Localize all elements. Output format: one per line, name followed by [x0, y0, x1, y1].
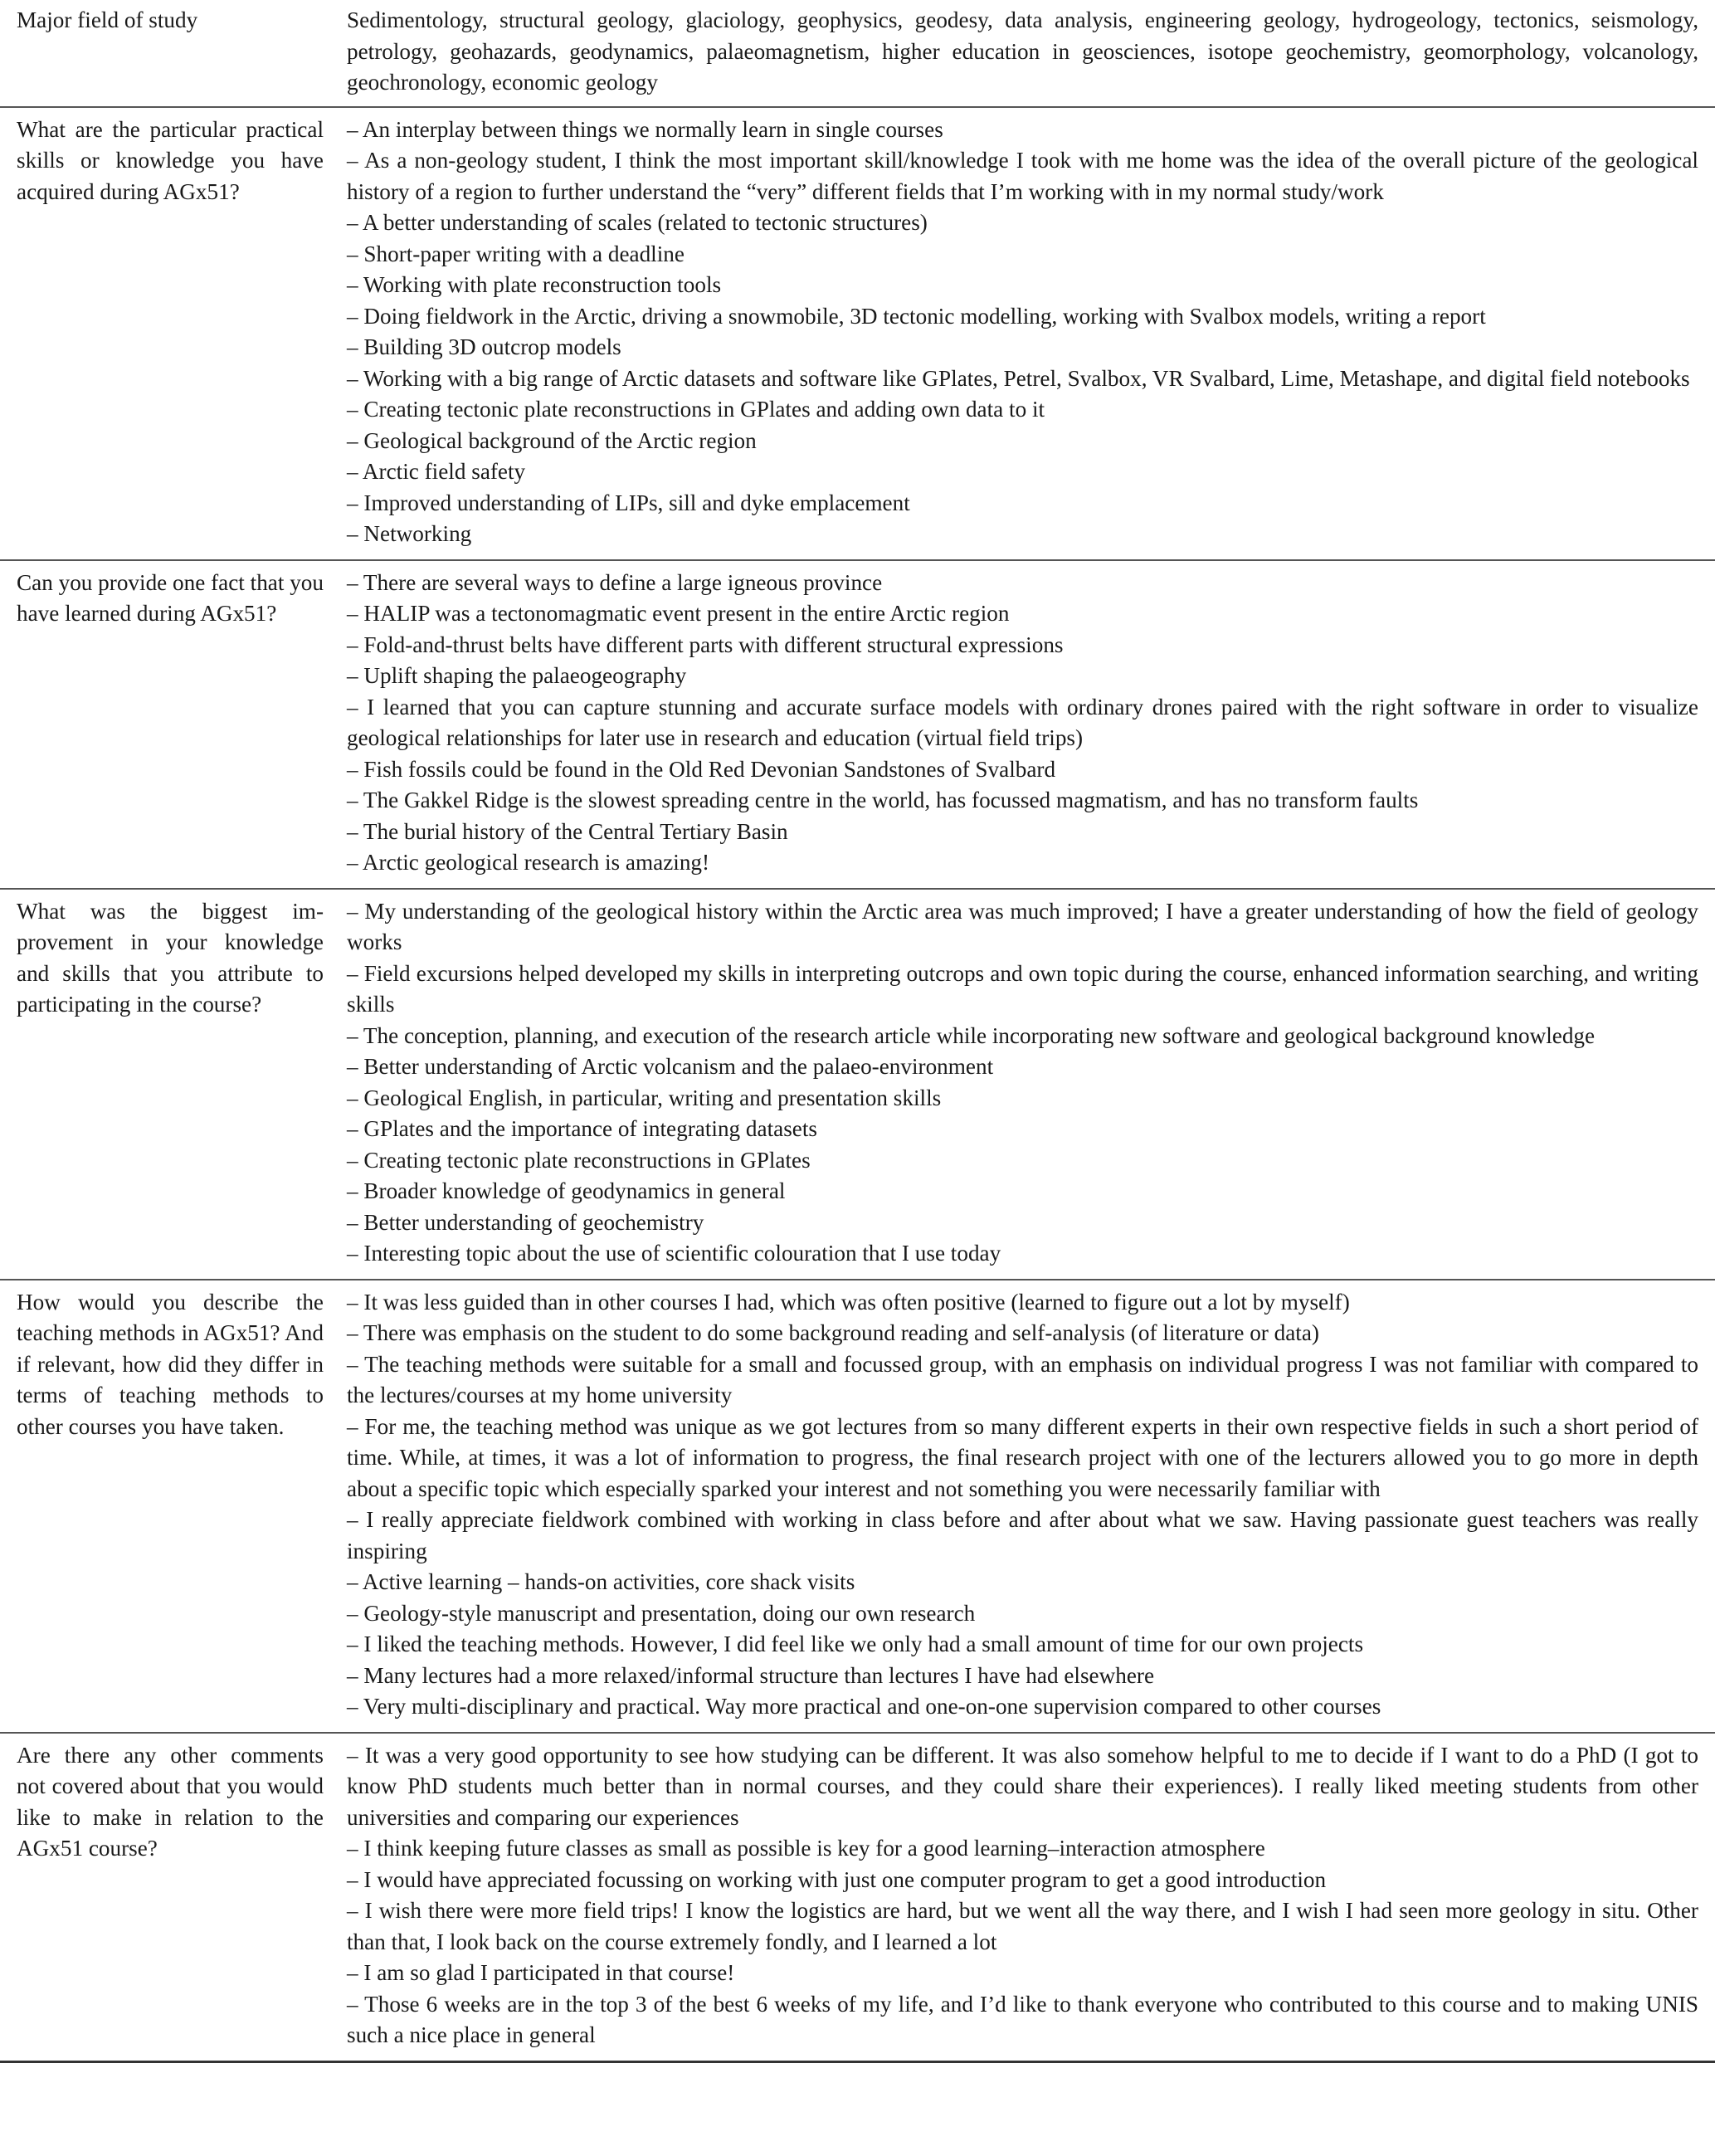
answer-item: – Geological background of the Arctic region [347, 427, 757, 453]
answer-item: – Working with a big range of Arctic datasets and software like GPlates, Petrel, Svalbox, VR Svalbard, Lime, Metashape, and digital field notebooks [347, 365, 1690, 391]
answer-item: – Interesting topic about the use of scientific colouration that I use today [347, 1241, 1001, 1266]
answer-item: – Working with plate reconstruction tools [347, 272, 722, 297]
table-row [0, 889, 1715, 1280]
answer-item: – Arctic geological research is amazing! [347, 850, 710, 875]
answer-item: – Arctic field safety [347, 459, 526, 484]
answer-item: – Active learning – hands-on activities, core shack visits [347, 1569, 855, 1594]
answer-item: – I really appreciate fieldwork combined with working in class before and after about what we saw. Having passionate guest teachers was really inspiring [347, 1507, 1698, 1563]
answer-item: – Geology-style manuscript and presentation, doing our own research [347, 1600, 976, 1626]
answer-item: – I wish there were more field trips! I know the logistics are hard, but we went all the way there, and I wish I had seen more geology in situ. Other than that, I look back on the course extremely fondly, and I learned a lot [347, 1898, 1698, 1954]
answer-item: – The Gakkel Ridge is the slowest spreading centre in the world, has focussed magmatism, and has no transform faults [347, 788, 1419, 812]
question-cell: Can you provide one fact that you have learned during AGx51? [0, 560, 347, 889]
answers-cell [347, 1733, 1715, 2062]
question-cell: Major field of study [17, 7, 198, 32]
answer-item: – HALIP was a tectonomagmatic event present in the entire Arctic region [347, 601, 1010, 626]
answer-item: – I learned that you can capture stunning and accurate surface models with ordinary drones paired with the right software in order to visualize geological relationships for later use in research and education (virtual field trips) [347, 694, 1698, 750]
answers-cell [347, 107, 1715, 560]
answer-item: – The teaching methods were suitable for a small and focussed group, with an emphasis on individual progress I was not familiar with compared to the lectures/courses at my home university [347, 1351, 1698, 1407]
question-cell: How would you describe the teaching methods in AGx51? And if relevant, how did they differ in terms of teaching methods to other courses you have taken. [0, 1280, 347, 1733]
answer-item: – I am so glad I participated in that course! [347, 1960, 735, 1985]
table-row [0, 560, 1715, 889]
answers-cell [347, 1280, 1715, 1733]
answer-item: – Creating tectonic plate reconstructions in GPlates and adding own data to it [347, 397, 1045, 422]
answer-item: – Building 3D outcrop models [347, 334, 621, 359]
answer-item: – I would have appreciated focussing on working with just one computer program to get a good introduction [347, 1866, 1327, 1892]
answer-item: – The burial history of the Central Tertiary Basin [347, 818, 788, 844]
answer-item: – Better understanding of Arctic volcanism and the palaeo-environment [347, 1054, 994, 1079]
table-row [0, 107, 1715, 560]
answer-item: – Many lectures had a more relaxed/informal structure than lectures I have had elsewhere [347, 1662, 1155, 1688]
answer-item: – I think keeping future classes as small as possible is key for a good learning–interaction atmosphere [347, 1836, 1265, 1861]
answer-item: – Those 6 weeks are in the top 3 of the best 6 weeks of my life, and I’d like to thank everyone who contributed to this course and to making UNIS such a nice place in general [347, 1991, 1698, 2047]
table-row [0, 0, 1715, 107]
field-list: Sedimentology, structural geology, glaciology, geophysics, geodesy, data analysis, engineering geology, hydrogeology, tectonics, seismology, petrology, geohazards, geodynamics, palaeomagnetism, higher education in geosciences, isotope geochemistry, geomorphology, volcanology, geochronology, economic geology [347, 7, 1698, 95]
question-cell: What was the biggest improvement in your knowledge and skills that you attribute to participating in the course? [0, 889, 347, 1280]
answer-item: – Better understanding of geochemistry [347, 1209, 704, 1235]
answer-item: – I liked the teaching methods. However, I did feel like we only had a small amount of time for our own projects [347, 1632, 1364, 1656]
answer-item: – It was less guided than in other courses I had, which was often positive (learned to figure out a lot by myself) [347, 1289, 1350, 1315]
answer-item: – As a non-geology student, I think the most important skill/knowledge I took with me home was the idea of the overall picture of the geological history of a region to further understand the “very” different fields that I’m working with in my normal study/work [347, 148, 1698, 204]
answer-item: – Geological English, in particular, writing and presentation skills [347, 1085, 942, 1110]
answer-item: – Networking [347, 521, 472, 546]
answer-item: – Short-paper writing with a deadline [347, 241, 685, 266]
answer-item: – Fish fossils could be found in the Old Red Devonian Sandstones of Svalbard [347, 756, 1056, 782]
answer-item: – Improved understanding of LIPs, sill and dyke emplacement [347, 490, 910, 515]
answer-item: – A better understanding of scales (related to tectonic structures) [347, 210, 928, 235]
answer-item: – Creating tectonic plate reconstructions in GPlates [347, 1147, 811, 1173]
answers-cell [347, 889, 1715, 1280]
answer-item: – An interplay between things we normally learn in single courses [347, 116, 943, 142]
answer-item: – Doing fieldwork in the Arctic, driving a snowmobile, 3D tectonic modelling, working with Svalbox models, writing a report [347, 303, 1486, 329]
answer-item: – Very multi-disciplinary and practical. Way more practical and one-on-one supervision compared to other courses [347, 1694, 1381, 1719]
answer-item: – Uplift shaping the palaeogeography [347, 663, 687, 688]
answer-item: – There was emphasis on the student to do some background reading and self-analysis (of literature or data) [347, 1320, 1319, 1345]
question-cell: Are there any other comments not covered about that you would like to make in relation to the AGx51 course? [0, 1733, 347, 2062]
answer-item: – GPlates and the importance of integrating datasets [347, 1116, 817, 1141]
question-cell: What are the particular practical skills or knowledge you have acquired during AGx51? [0, 107, 347, 560]
answer-item: – Broader knowledge of geodynamics in general [347, 1178, 786, 1203]
answer-item: – My understanding of the geological history within the Arctic area was much improved; I have a greater understanding of how the field of geology works [347, 898, 1698, 954]
answer-item: – There are several ways to define a large igneous province [347, 569, 883, 595]
answers-cell [347, 560, 1715, 889]
table-row [0, 1280, 1715, 1733]
answer-item: – It was a very good opportunity to see how studying can be different. It was also somehow helpful to me to decide if I want to do a PhD (I got to know PhD students much better than in normal courses, and they could share their experiences). I really liked meeting students from other universities and comparing our experiences [347, 1742, 1698, 1830]
answers-cell [347, 0, 1715, 107]
answer-item: – The conception, planning, and execution of the research article while incorporating new software and geological background knowledge [347, 1022, 1596, 1048]
answer-item: – Fold-and-thrust belts have different parts with different structural expressions [347, 632, 1064, 657]
answer-item: – For me, the teaching method was unique as we got lectures from so many different experts in their own respective fields in such a short period of time. While, at times, it was a lot of information to progress, the final research project with one of the lecturers allowed you to go more in depth about a specific topic which especially sparked your interest and not something you were necessarily familiar with [347, 1413, 1698, 1501]
answer-item: – Field excursions helped developed my skills in interpreting outcrops and own topic during the course, enhanced information searching, and writing skills [347, 960, 1698, 1017]
table-row [0, 1733, 1715, 2062]
